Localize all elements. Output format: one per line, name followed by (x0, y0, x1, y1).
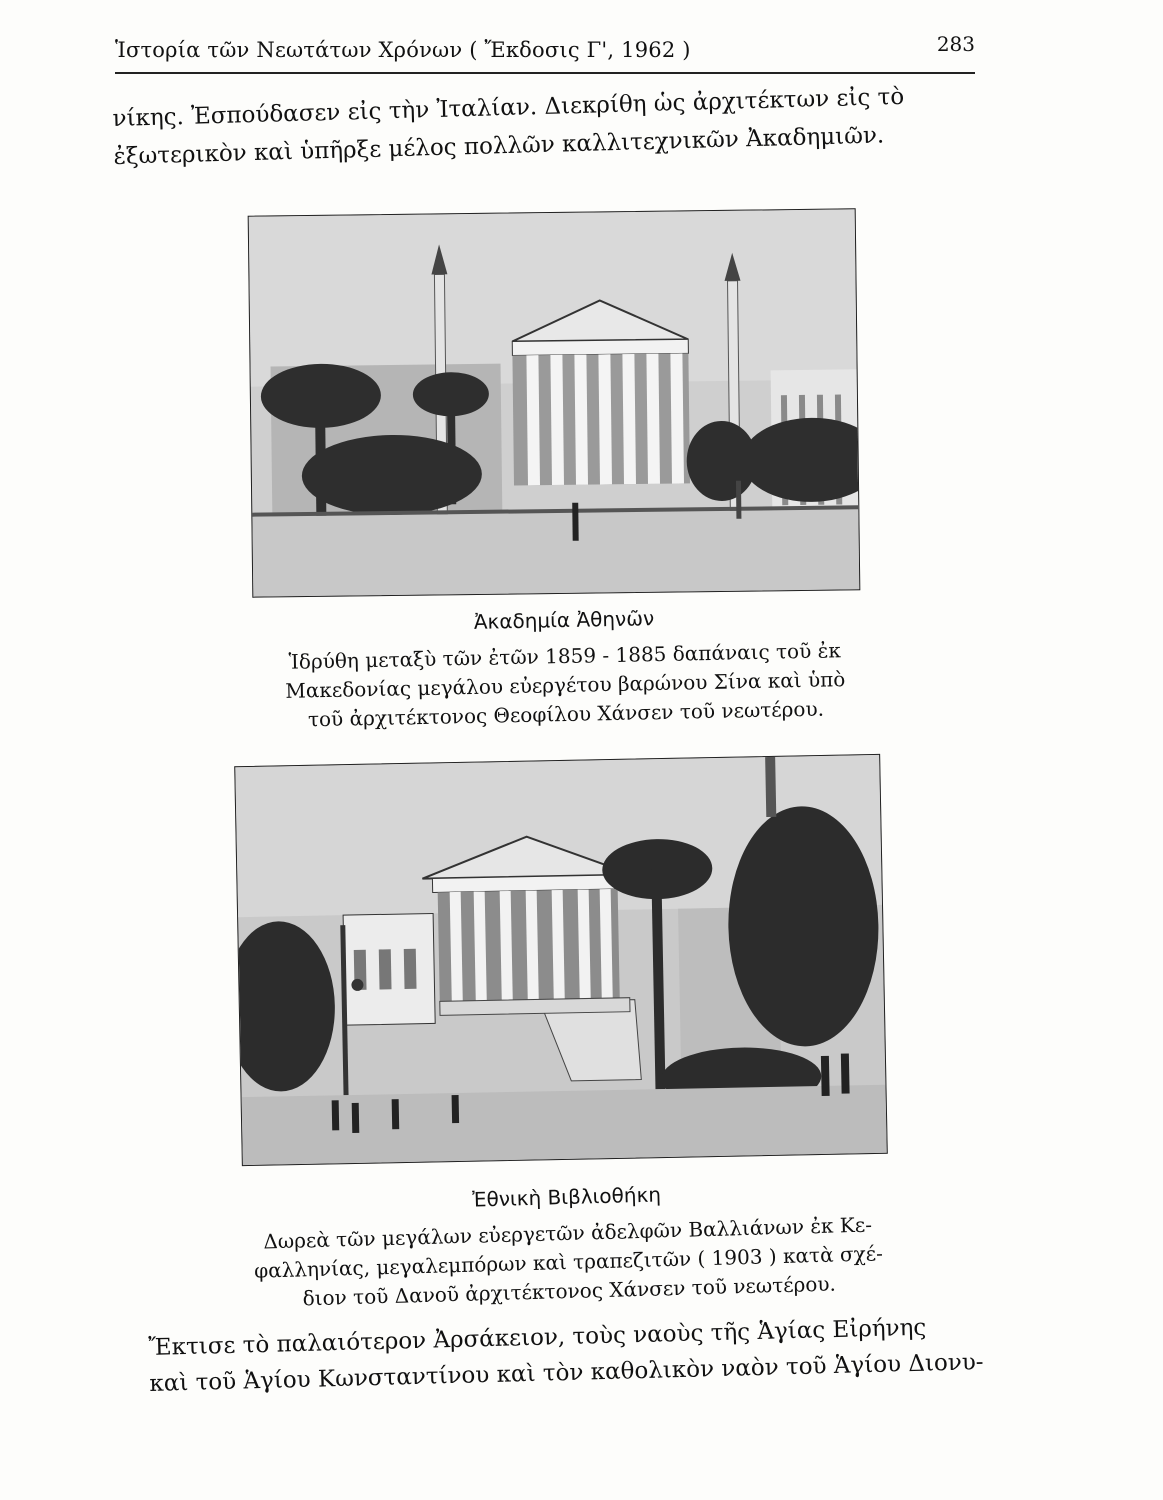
library-caption-title: Ἐθνικὴ Βιβλιοθήκη (472, 1182, 662, 1212)
caption-line: Μακεδονίας μεγάλου εὐεργέτου βαρώνου Σίνα καὶ ὑπὸ (285, 667, 846, 703)
page-number: 283 (936, 32, 975, 56)
academy-caption-title: Ἀκαδημία Ἀθηνῶν (473, 606, 655, 634)
closing-paragraph (148, 1307, 1020, 1402)
academy-of-athens-photo (248, 208, 861, 597)
outro-line: καὶ τοῦ Ἁγίου Κωνσταντίνου καὶ τὸν καθολικὸν ναὸν τοῦ Ἁγίου Διονυ- (149, 1349, 984, 1397)
library-caption (246, 1176, 889, 1315)
caption-line: φαλληνίας, μεγαλεμπόρων καὶ τραπεζιτῶν ( 1903 ) κατὰ σχέ- (253, 1241, 884, 1283)
caption-line: διον τοῦ Δανοῦ ἀρχιτέκτονος Χάνσεν τοῦ νεωτέρου. (302, 1271, 837, 1311)
intro-paragraph (112, 75, 994, 176)
caption-line: Ἱδρύθη μεταξὺ τῶν ἐτῶν 1859 - 1885 δαπάναις τοῦ ἐκ (288, 638, 842, 674)
academy-caption (254, 602, 876, 736)
intro-line: νίκης. Ἐσπούδασεν εἰς τὴν Ἰταλίαν. Διεκρίθη ὡς ἀρχιτέκτων εἰς τὸ (112, 83, 905, 132)
intro-line: ἐξωτερικὸν καὶ ὑπῆρξε μέλος πολλῶν καλλιτεχνικῶν Ἀκαδημιῶν. (113, 122, 885, 170)
caption-line: Δωρεὰ τῶν μεγάλων εὐεργετῶν ἀδελφῶν Βαλλιάνων ἐκ Κε- (263, 1212, 873, 1254)
outro-line: Ἔκτισε τὸ παλαιότερον Ἀρσάκειον, τοὺς ναοὺς τῆς Ἁγίας Εἰρήνης (148, 1314, 927, 1361)
running-header (115, 32, 975, 74)
national-library-photo (234, 754, 888, 1166)
book-title: Ἱστορία τῶν Νεωτάτων Χρόνων ( Ἔκδοσις Γ', 1962 ) (115, 38, 691, 62)
caption-line: τοῦ ἀρχιτέκτονος Θεοφίλου Χάνσεν τοῦ νεωτέρου. (307, 696, 825, 732)
